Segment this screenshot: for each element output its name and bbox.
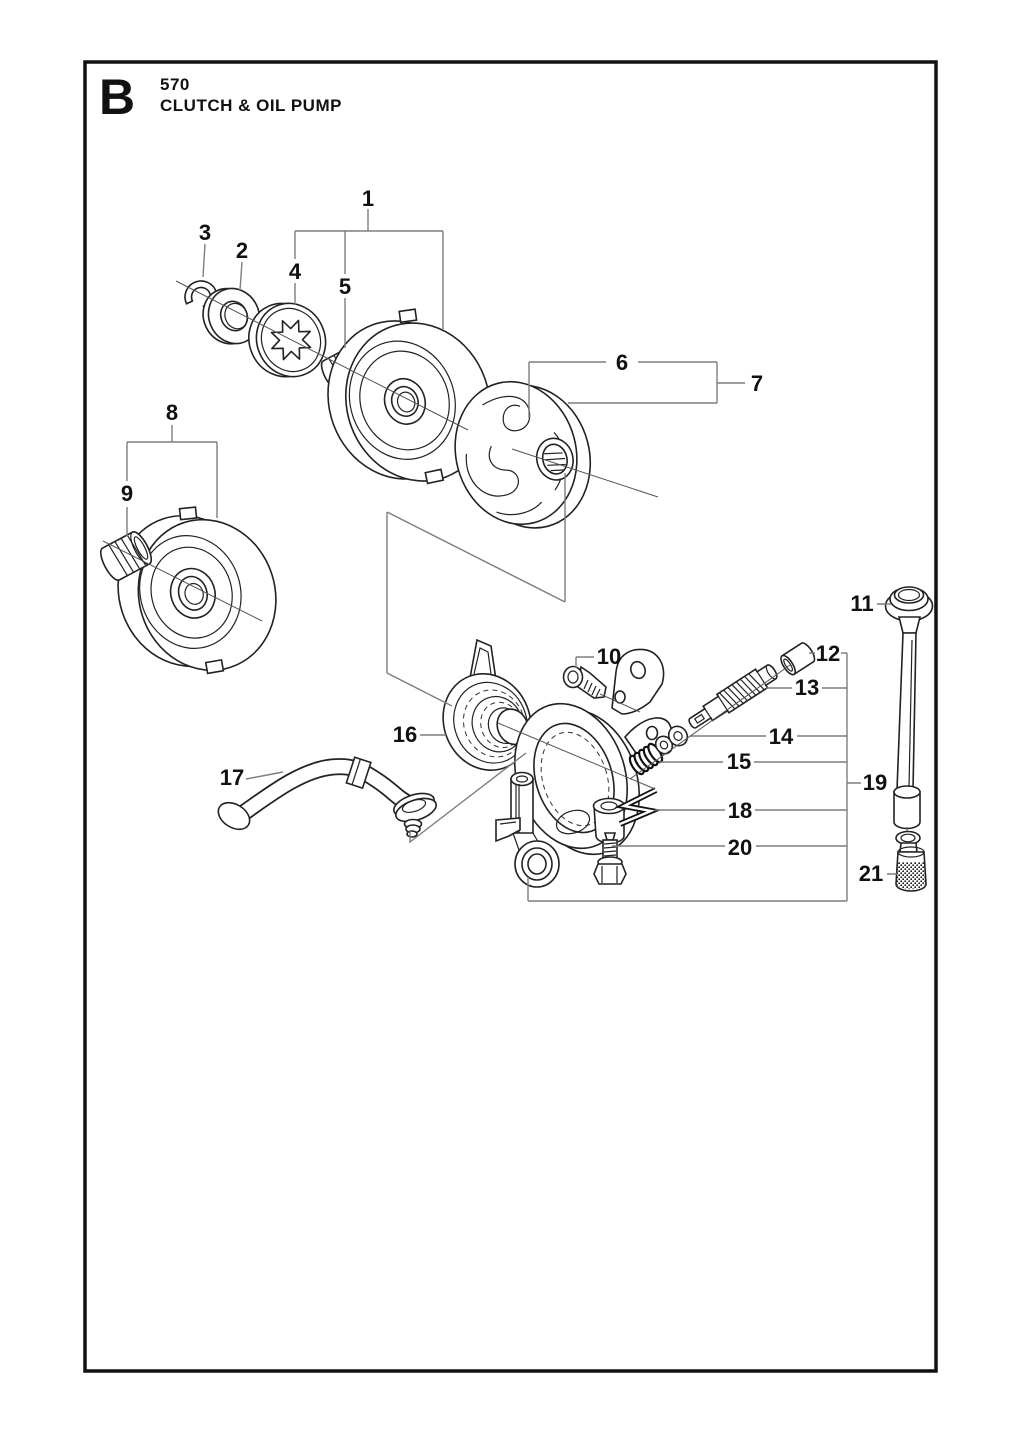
callout-label-10: 10 bbox=[596, 644, 622, 669]
section-letter: B bbox=[99, 69, 136, 125]
callout-label-13: 13 bbox=[794, 675, 820, 700]
callout-label-2: 2 bbox=[235, 238, 249, 263]
callout-label-5: 5 bbox=[338, 274, 352, 299]
callout-label-19: 19 bbox=[862, 770, 888, 795]
callout-label-15: 15 bbox=[726, 749, 752, 774]
callout-label-20: 20 bbox=[727, 835, 753, 860]
callout-label-8: 8 bbox=[165, 400, 179, 425]
model-number: 570 bbox=[160, 75, 190, 94]
callout-label-16: 16 bbox=[392, 722, 418, 747]
callout-label-18: 18 bbox=[727, 798, 753, 823]
page-title: CLUTCH & OIL PUMP bbox=[160, 96, 342, 115]
callout-label-11: 11 bbox=[850, 591, 874, 616]
callout-label-7: 7 bbox=[750, 371, 764, 396]
callout-label-1: 1 bbox=[361, 186, 375, 211]
callout-label-3: 3 bbox=[198, 220, 212, 245]
callout-label-21: 21 bbox=[858, 861, 884, 886]
callout-label-4: 4 bbox=[288, 259, 302, 284]
callout-label-17: 17 bbox=[219, 765, 245, 790]
callout-label-6: 6 bbox=[615, 350, 629, 375]
callout-label-12: 12 bbox=[815, 641, 841, 666]
callout-label-14: 14 bbox=[768, 724, 794, 749]
callout-label-9: 9 bbox=[120, 481, 134, 506]
